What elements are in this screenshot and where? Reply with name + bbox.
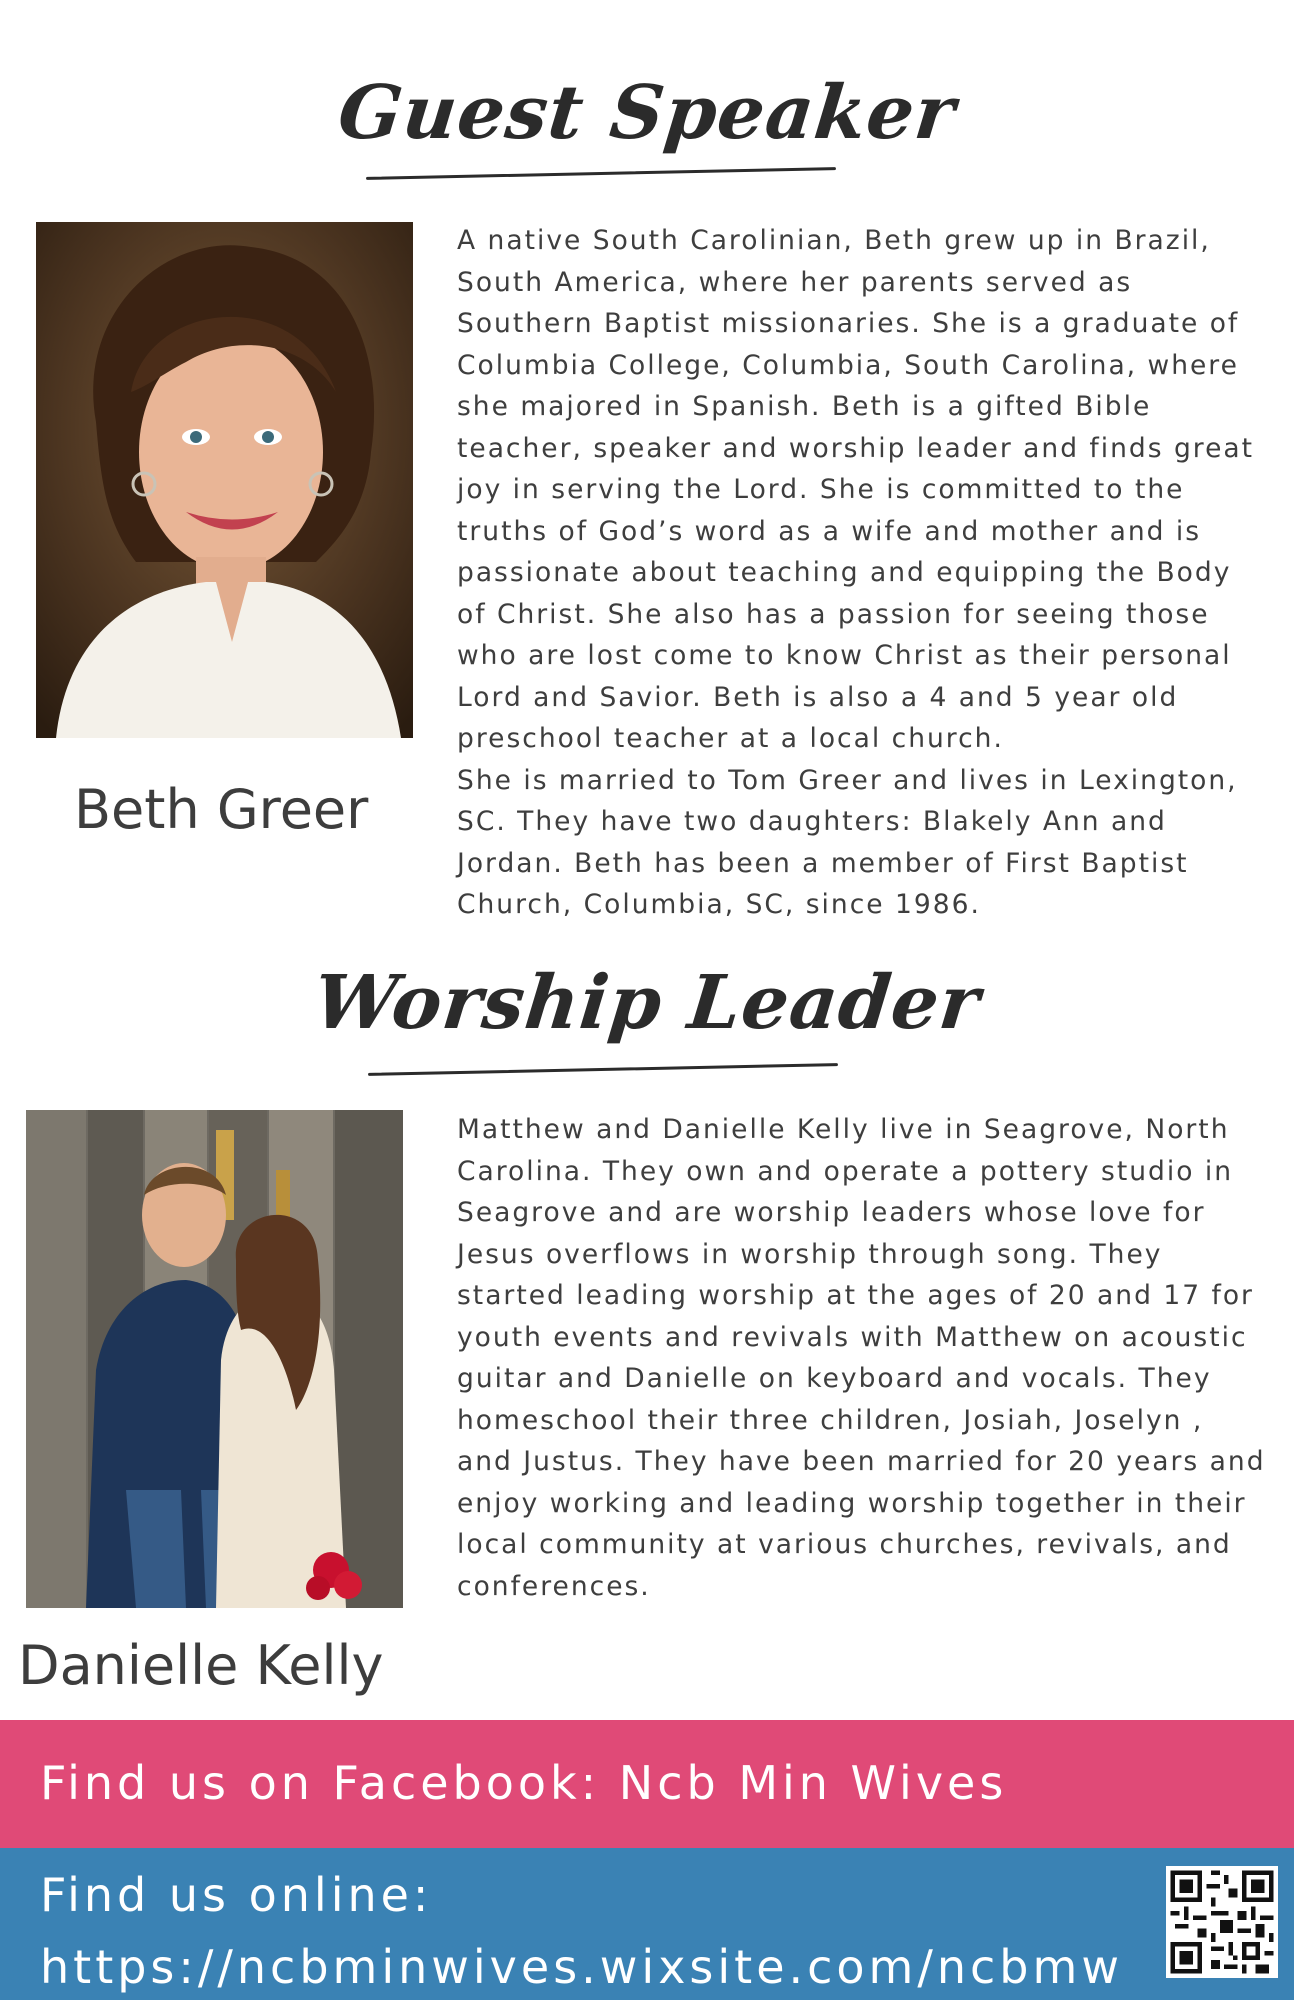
danielle-kelly-name: Danielle Kelly [18,1634,384,1697]
beth-greer-name: Beth Greer [74,778,369,841]
bio-line: conferences. [457,1570,651,1602]
website-link[interactable]: https://ncbminwives.wixsite.com/ncbmw [40,1940,1123,1994]
guest-speaker-heading: Guest Speaker [334,70,960,156]
bio-line: and Justus. They have been married for 20 years and [457,1446,1266,1477]
bio-line: Jordan. Beth has been a member of First Baptist [457,847,1189,879]
bio-line: Jesus overflows in worship through song. They [457,1238,1163,1270]
couple-photo-icon [26,1110,403,1608]
bio-line: truths of God’s word as a wife and mother and is [457,515,1202,547]
portrait-photo-icon [36,222,413,738]
bio-line: enjoy working and leading worship together in their [457,1487,1247,1519]
bio-line: homeschool their three children, Josiah, Joselyn , [457,1404,1204,1436]
bio-line: Columbia College, Columbia, South Carolina, where [457,349,1239,381]
bio-line: who are lost come to know Christ as their personal [457,640,1232,671]
kelly-couple-photo [26,1110,403,1608]
bio-line: Seagrove and are worship leaders whose love for [457,1197,1206,1228]
online-label: Find us online: [40,1868,433,1922]
bio-line: Church, Columbia, SC, since 1986. [457,889,981,920]
bio-line: guitar and Danielle on keyboard and vocals. They [457,1363,1212,1394]
bio-line: Matthew and Danielle Kelly live in Seagrove, North [457,1114,1230,1145]
bio-line: youth events and revivals with Matthew on acoustic [457,1321,1248,1353]
website-banner [0,1848,1294,2000]
bio-line: she majored in Spanish. Beth is a gifted Bible [457,391,1152,422]
beth-greer-photo [36,222,413,738]
bio-line: Carolina. They own and operate a pottery studio in [457,1155,1233,1187]
qr-code[interactable] [1166,1866,1278,1978]
bio-line: passionate about teaching and equipping the Body [457,557,1232,588]
bio-line: Lord and Savior. Beth is also a 4 and 5 year old [457,681,1179,713]
bio-line: A native South Carolinian, Beth grew up in Brazil, [457,225,1211,256]
heading-underline [368,1063,838,1076]
beth-greer-bio [457,220,1287,926]
bio-line: Southern Baptist missionaries. She is a graduate of [457,308,1240,339]
qr-code-icon [1166,1866,1278,1978]
bio-line: local community at various churches, revivals, and [457,1529,1232,1560]
bio-line: She is married to Tom Greer and lives in Lexington, [457,764,1238,796]
bio-line: started leading worship at the ages of 20 and 17 for [457,1280,1254,1311]
kelly-bio [457,1109,1287,1607]
facebook-text[interactable]: Find us on Facebook: Ncb Min Wives [40,1756,1008,1810]
bio-line: teacher, speaker and worship leader and finds great [457,432,1255,464]
bio-line: preschool teacher at a local church. [457,723,1004,754]
heading-underline [366,167,836,180]
bio-line: joy in serving the Lord. She is committed to the [457,474,1185,505]
worship-leader-heading: Worship Leader [309,960,985,1046]
bio-line: SC. They have two daughters: Blakely Ann and [457,806,1167,837]
facebook-banner [0,1720,1294,1848]
bio-line: of Christ. She also has a passion for seeing those [457,598,1210,630]
bio-line: South America, where her parents served as [457,266,1133,298]
